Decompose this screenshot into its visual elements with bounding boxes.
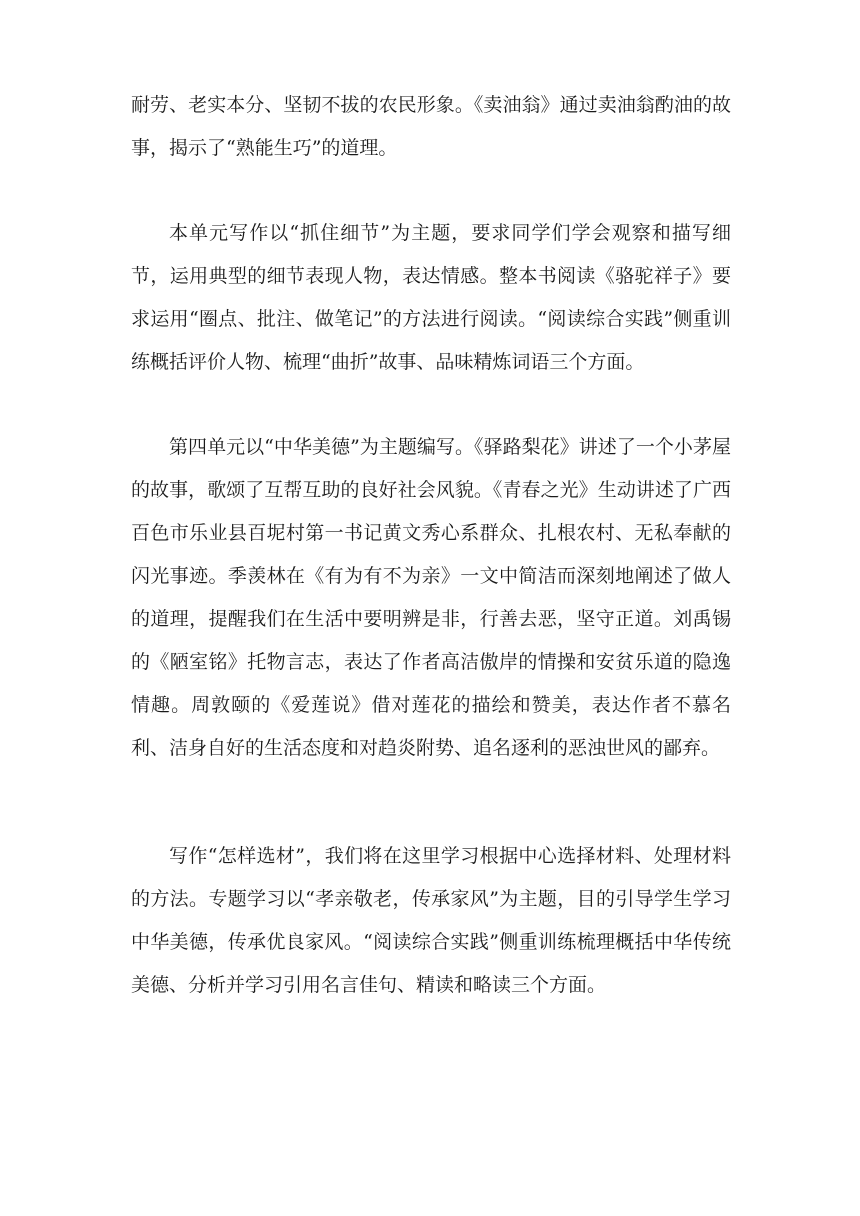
- paragraph-material-selection: 写作“怎样选材”，我们将在这里学习根据中心选择材料、处理材料的方法。专题学习以“孝亲敬老，传承家风”为主题，目的引导学生学习中华美德，传承优良家风。“阅读综合实践”侧重训练梳理概括中华传统美德、分析并学习引用名言佳句、精读和略读三个方面。: [131, 845, 731, 996]
- paragraph-continuation: 耐劳、老实本分、坚韧不拔的农民形象。《卖油翁》通过卖油翁酌油的故事，揭示了“熟能生巧”的道理。: [131, 94, 731, 159]
- paragraph-unit-four: 第四单元以“中华美德”为主题编写。《驿路梨花》讲述了一个小茅屋的故事，歌颂了互帮互助的良好社会风貌。《青春之光》生动讲述了广西百色市乐业县百坭村第一书记黄文秀心系群众、扎根农村、无私奉献的闪光事迹。季羡林在《有为有不为亲》一文中简洁而深刻地阐述了做人的道理，提醒我们在生活中要明辨是非，行善去恶，坚守正道。刘禹锡的《陋室铭》托物言志，表达了作者高洁傲岸的情操和安贫乐道的隐逸情趣。周敦颐的《爱莲说》借对莲花的描绘和赞美，表达作者不慕名利、洁身自好的生活态度和对趋炎附势、追名逐利的恶浊世风的鄙弃。: [131, 436, 731, 759]
- paragraph-writing-details: 本单元写作以“抓住细节”为主题，要求同学们学会观察和描写细节，运用典型的细节表现人物，表达情感。整本书阅读《骆驼祥子》要求运用“圈点、批注、做笔记”的方法进行阅读。“阅读综合实践”侧重训练概括评价人物、梳理“曲折”故事、品味精炼词语三个方面。: [131, 222, 731, 373]
